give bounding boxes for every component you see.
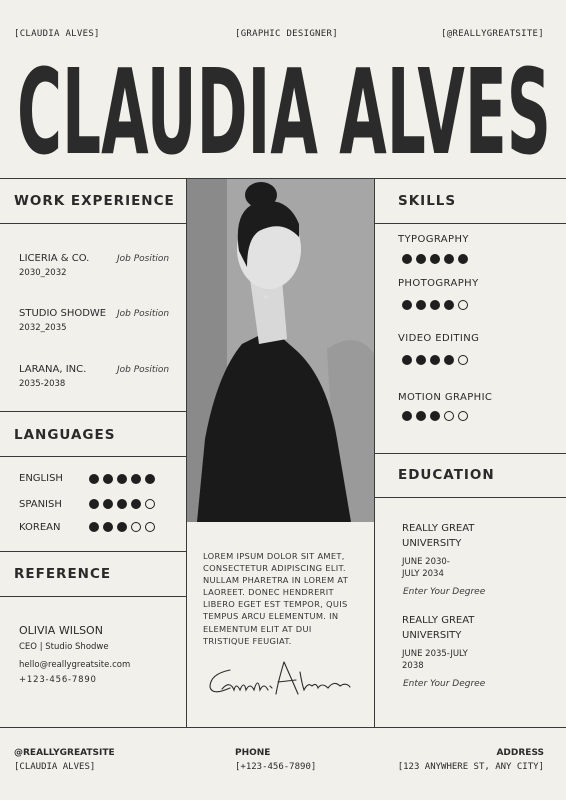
rating-filled-icon — [430, 355, 440, 365]
work-position: Job Position — [117, 365, 170, 375]
divider — [0, 411, 186, 412]
rating-filled-icon — [103, 474, 113, 484]
reference-name: OLIVIA WILSON — [19, 624, 103, 637]
language-rating — [89, 499, 155, 509]
rating-filled-icon — [117, 499, 127, 509]
reference-email: hello@reallygreatsite.com — [19, 660, 131, 670]
skill-name: MOTION GRAPHIC — [398, 392, 493, 403]
about-text: LOREM IPSUM DOLOR SIT AMET, CONSECTETUR ADIPISCING ELIT. NULLAM PHARETRA IN LOREM AT LAOREET. DONEC HENDRERIT LIBERO EGET EST TEMPOR, QUIS TEMPUS ARCU ELEMENTUM. IN ELEMENTUM ELIT AT DUI TRISTIQUE FEUGIAT. — [203, 551, 349, 646]
language-name: ENGLISH — [19, 473, 63, 484]
rating-filled-icon — [145, 474, 155, 484]
page-title — [14, 52, 554, 162]
footer-address: [123 ANYWHERE ST, ANY CITY] — [397, 762, 544, 772]
rating-filled-icon — [430, 254, 440, 264]
edu-dates: JUNE 2030- — [402, 557, 450, 567]
reference-title: CEO | Studio Shodwe — [19, 642, 109, 652]
footer-name: [CLAUDIA ALVES] — [14, 762, 96, 772]
divider — [0, 223, 186, 224]
skills-heading: SKILLS — [398, 193, 457, 209]
languages-heading: LANGUAGES — [14, 427, 116, 443]
language-name: KOREAN — [19, 522, 61, 533]
rating-empty-icon — [458, 411, 468, 421]
edu-degree: Enter Your Degree — [403, 679, 486, 689]
rating-filled-icon — [416, 355, 426, 365]
work-position: Job Position — [117, 309, 170, 319]
rating-filled-icon — [416, 411, 426, 421]
rating-filled-icon — [103, 499, 113, 509]
top-site-tag: [@REALLYGREATSITE] — [441, 29, 544, 39]
work-company: LARANA, INC. — [19, 364, 87, 375]
signature — [200, 652, 360, 702]
edu-dates: JUNE 2035-JULY — [402, 649, 468, 659]
divider — [374, 223, 566, 224]
reference-heading: REFERENCE — [14, 566, 112, 582]
rating-filled-icon — [103, 522, 113, 532]
language-rating — [89, 474, 155, 484]
skill-rating — [402, 411, 468, 421]
edu-school: UNIVERSITY — [402, 538, 462, 549]
footer-address-label: ADDRESS — [496, 748, 544, 758]
skill-name: PHOTOGRAPHY — [398, 278, 479, 289]
page-title-text: CLAUDIA ALVES — [17, 52, 551, 162]
rating-filled-icon — [416, 254, 426, 264]
reference-phone: +123-456-7890 — [19, 675, 97, 685]
divider — [0, 456, 186, 457]
divider — [374, 453, 566, 454]
education-heading: EDUCATION — [398, 467, 495, 483]
rating-empty-icon — [444, 411, 454, 421]
rating-filled-icon — [430, 411, 440, 421]
edu-degree: Enter Your Degree — [403, 587, 486, 597]
work-years: 2032_2035 — [19, 323, 67, 333]
edu-dates: JULY 2034 — [402, 569, 444, 579]
rating-empty-icon — [145, 499, 155, 509]
rating-filled-icon — [416, 300, 426, 310]
footer-phone-label: PHONE — [235, 748, 271, 758]
skill-name: TYPOGRAPHY — [398, 234, 469, 245]
rating-filled-icon — [89, 522, 99, 532]
rating-filled-icon — [430, 300, 440, 310]
footer-site: @REALLYGREATSITE — [14, 748, 115, 758]
work-position: Job Position — [117, 254, 170, 264]
skill-name: VIDEO EDITING — [398, 333, 480, 344]
rating-filled-icon — [444, 355, 454, 365]
skill-rating — [402, 355, 468, 365]
divider-bottom — [0, 727, 566, 728]
divider — [0, 596, 186, 597]
rating-filled-icon — [402, 411, 412, 421]
divider — [374, 497, 566, 498]
rating-empty-icon — [131, 522, 141, 532]
footer-phone: [+123-456-7890] — [235, 762, 317, 772]
work-company: LICERIA & CO. — [19, 253, 90, 264]
skill-rating — [402, 300, 468, 310]
divider — [0, 551, 186, 552]
edu-school: REALLY GREAT — [402, 523, 475, 534]
portrait-photo — [187, 179, 374, 522]
work-years: 2030_2032 — [19, 268, 67, 278]
rating-filled-icon — [117, 522, 127, 532]
top-name-tag: [CLAUDIA ALVES] — [14, 29, 100, 39]
work-heading: WORK EXPERIENCE — [14, 193, 175, 209]
work-years: 2035-2038 — [19, 379, 66, 389]
rating-filled-icon — [458, 254, 468, 264]
rating-filled-icon — [131, 474, 141, 484]
rating-filled-icon — [117, 474, 127, 484]
edu-school: REALLY GREAT — [402, 615, 475, 626]
rating-filled-icon — [89, 499, 99, 509]
rating-filled-icon — [402, 355, 412, 365]
skill-rating — [402, 254, 468, 264]
rating-filled-icon — [402, 300, 412, 310]
rating-filled-icon — [89, 474, 99, 484]
language-name: SPANISH — [19, 499, 62, 510]
rating-filled-icon — [131, 499, 141, 509]
rating-empty-icon — [458, 355, 468, 365]
top-role-tag: [GRAPHIC DESIGNER] — [235, 29, 338, 39]
rating-empty-icon — [458, 300, 468, 310]
rating-filled-icon — [444, 254, 454, 264]
work-company: STUDIO SHODWE — [19, 308, 107, 319]
edu-school: UNIVERSITY — [402, 630, 462, 641]
edu-dates: 2038 — [402, 661, 424, 671]
rating-filled-icon — [402, 254, 412, 264]
rating-empty-icon — [145, 522, 155, 532]
language-rating — [89, 522, 155, 532]
rating-filled-icon — [444, 300, 454, 310]
